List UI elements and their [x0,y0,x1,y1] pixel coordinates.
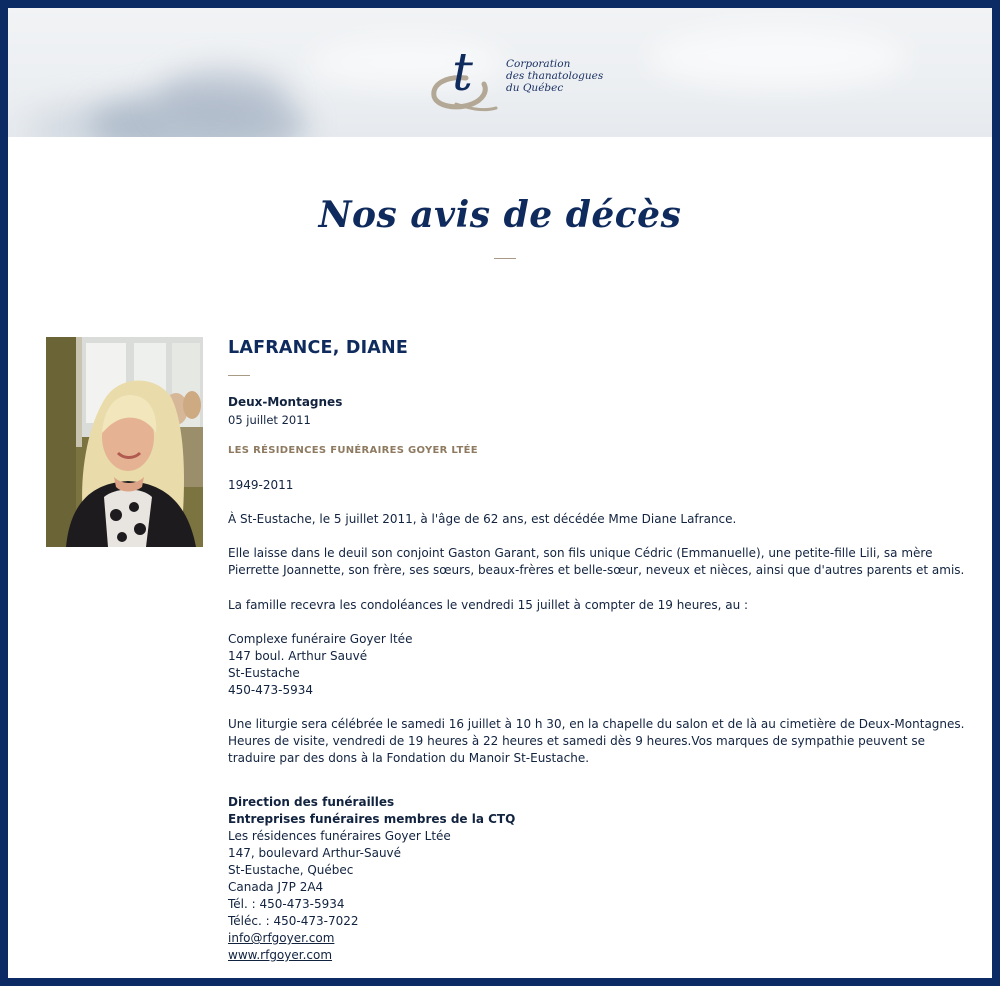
logo-line: des thanatologues [506,70,604,82]
venue-line: Complexe funéraire Goyer ltée [228,632,413,646]
deceased-name: LAFRANCE, DIANE [228,338,409,358]
venue-line: St-Eustache [228,666,300,680]
venue-line: 147 boul. Arthur Sauvé [228,649,368,663]
direction-subheading: Entreprises funéraires membres de la CTQ [228,812,516,826]
name-divider [228,375,250,376]
obituary-city: Deux-Montagnes [228,395,343,409]
direction-line: Tél. : 450-473-5934 [228,897,345,911]
direction-line: Les résidences funéraires Goyer Ltée [228,829,451,843]
website-link[interactable]: www.rfgoyer.com [228,948,333,962]
page-title: Nos avis de décès [318,194,682,236]
ctq-logo[interactable] [426,38,606,118]
title-divider [494,258,516,259]
obituary-paragraph: À St-Eustache, le 5 juillet 2011, à l'âge de 62 ans, est décédée Mme Diane Lafrance. [228,512,737,526]
direction-line: St-Eustache, Québec [228,863,354,877]
obituary-date: 05 juillet 2011 [228,413,311,427]
visitation-venue [228,631,968,699]
funeral-home-name: LES RÉSIDENCES FUNÉRAIRES GOYER LTÉE [228,445,478,456]
logo-text [506,58,603,94]
deceased-photo [46,337,203,547]
logo-line: du Québec [506,82,564,94]
direction-line: Canada J7P 2A4 [228,880,324,894]
direction-heading: Direction des funérailles [228,795,395,809]
logo-line: Corporation [506,58,571,70]
obituary-years: 1949-2011 [228,478,294,492]
direction-line: Téléc. : 450-473-7022 [228,914,359,928]
page-frame [8,8,992,978]
obituary-paragraph: La famille recevra les condoléances le vendredi 15 juillet à compter de 19 heures, au : [228,598,749,612]
direction-line: 147, boulevard Arthur-Sauvé [228,846,402,860]
site-header [8,8,992,137]
email-link[interactable]: info@rfgoyer.com [228,931,335,945]
venue-line: 450-473-5934 [228,683,314,697]
header-cloud [648,28,908,88]
obituary-paragraph: Elle laisse dans le deuil son conjoint Gaston Garant, son fils unique Cédric (Emmanuelle), une petite-fille Lili, sa mère Pierrette Joannette, son frère, ses sœurs, beaux-frères et belle-sœur, neveux et nièces, ainsi que d'autres parents et amis. [228,546,965,577]
liturgy-paragraph: Une liturgie sera célébrée le samedi 16 juillet à 10 h 30, en la chapelle du salon et de là au cimetière de Deux-Montagnes. Heures de visite, vendredi de 19 heures à 22 heures et samedi dès 9 heures.Vos marques de sympathie peuvent se traduire par des dons à la Fondation du Manoir St-Eustache. [228,717,965,765]
header-cloud [158,68,288,128]
ctq-logo-icon [426,38,504,118]
funeral-direction [228,794,968,964]
svg-text:t: t [452,43,473,103]
